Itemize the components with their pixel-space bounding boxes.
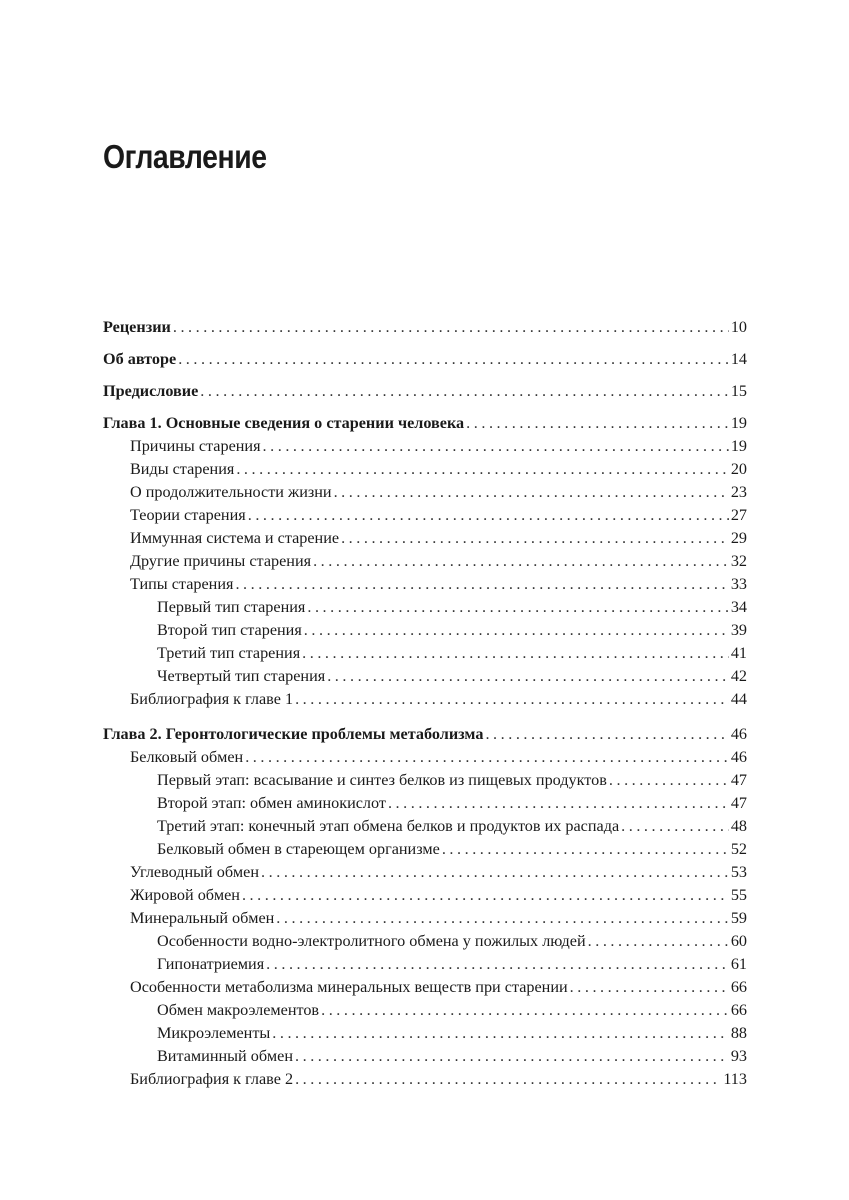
toc-leader-dots bbox=[295, 1068, 721, 1091]
toc-leader-dots bbox=[442, 838, 729, 861]
toc-leader-dots bbox=[263, 435, 729, 458]
toc-leader-dots bbox=[242, 884, 729, 907]
toc-entry-page: 47 bbox=[730, 794, 747, 812]
toc-entry[interactable] bbox=[103, 458, 747, 481]
toc-leader-dots bbox=[341, 527, 729, 550]
toc-leader-dots bbox=[173, 316, 729, 339]
toc-leader-dots bbox=[466, 412, 729, 435]
toc-entry-page: 20 bbox=[730, 460, 747, 478]
toc-entry-title: Микроэлементы bbox=[157, 1024, 271, 1042]
toc-leader-dots bbox=[570, 976, 729, 999]
toc-leader-dots bbox=[245, 746, 729, 769]
toc-leader-dots bbox=[313, 550, 729, 573]
toc-entry-title: Причины старения bbox=[130, 437, 261, 455]
toc-entry-page: 52 bbox=[730, 840, 747, 858]
toc-entry-page: 88 bbox=[730, 1024, 747, 1042]
toc-entry-title: Углеводный обмен bbox=[130, 863, 260, 881]
toc-entry-title: Третий тип старения bbox=[157, 644, 301, 662]
toc-entry-reviews[interactable] bbox=[103, 316, 747, 339]
toc-entry-page: 39 bbox=[730, 621, 747, 639]
toc-entry[interactable] bbox=[103, 688, 747, 711]
toc-leader-dots bbox=[295, 688, 729, 711]
toc-entry-title: Второй тип старения bbox=[157, 621, 302, 639]
toc-entry[interactable] bbox=[103, 665, 747, 688]
toc-entry-page: 32 bbox=[730, 552, 747, 570]
toc-entry[interactable] bbox=[103, 619, 747, 642]
toc-entry-title: Рецензии bbox=[103, 318, 171, 336]
toc-entry-page: 55 bbox=[730, 886, 747, 904]
toc-entry-title: Жировой обмен bbox=[130, 886, 240, 904]
toc-entry[interactable] bbox=[103, 838, 747, 861]
toc-entry-page: 53 bbox=[730, 863, 747, 881]
toc-entry-title: Другие причины старения bbox=[130, 552, 312, 570]
toc-entry[interactable] bbox=[103, 1022, 747, 1045]
toc-leader-dots bbox=[178, 348, 729, 371]
toc-entry-about-author[interactable] bbox=[103, 348, 747, 371]
toc-entry[interactable] bbox=[103, 999, 747, 1022]
toc-entry-title: Белковый обмен bbox=[130, 748, 244, 766]
toc-entry-page: 19 bbox=[730, 437, 747, 455]
toc-entry-title: Предисловие bbox=[103, 382, 199, 400]
toc-entry-title: Витаминный обмен bbox=[157, 1047, 293, 1065]
toc-entry-page: 46 bbox=[730, 748, 747, 766]
toc-entry-page: 59 bbox=[730, 909, 747, 927]
toc-leader-dots bbox=[272, 1022, 729, 1045]
toc-leader-dots bbox=[307, 596, 728, 619]
toc-entry-title: Иммунная система и старение bbox=[130, 529, 340, 547]
toc-entry[interactable] bbox=[103, 861, 747, 884]
toc-entry-page: 29 bbox=[730, 529, 747, 547]
toc-entry-title: Гипонатриемия bbox=[157, 955, 265, 973]
toc-entry[interactable] bbox=[103, 642, 747, 665]
toc-entry[interactable] bbox=[103, 792, 747, 815]
toc-entry[interactable] bbox=[103, 527, 747, 550]
toc-entry[interactable] bbox=[103, 573, 747, 596]
toc-entry-page: 33 bbox=[730, 575, 747, 593]
toc-entry-page: 66 bbox=[730, 1001, 747, 1019]
toc-entry-page: 60 bbox=[730, 932, 747, 950]
toc-leader-dots bbox=[261, 861, 729, 884]
toc-entry[interactable] bbox=[103, 746, 747, 769]
toc-entry-page: 66 bbox=[730, 978, 747, 996]
toc-entry-page: 10 bbox=[730, 318, 747, 336]
toc-entry-title: Библиография к главе 1 bbox=[130, 690, 294, 708]
toc-entry[interactable] bbox=[103, 815, 747, 838]
toc-leader-dots bbox=[304, 619, 729, 642]
toc-entry-page: 42 bbox=[730, 667, 747, 685]
toc-entry[interactable] bbox=[103, 884, 747, 907]
table-of-contents bbox=[103, 316, 747, 1091]
toc-entry[interactable] bbox=[103, 769, 747, 792]
toc-entry[interactable] bbox=[103, 1068, 747, 1091]
toc-entry-title: Особенности водно-электролитного обмена у пожилых людей bbox=[157, 932, 586, 950]
toc-leader-dots bbox=[236, 458, 729, 481]
toc-leader-dots bbox=[485, 723, 728, 746]
toc-entry[interactable] bbox=[103, 953, 747, 976]
toc-entry[interactable] bbox=[103, 435, 747, 458]
toc-leader-dots bbox=[588, 930, 729, 953]
toc-entry[interactable] bbox=[103, 596, 747, 619]
toc-leader-dots bbox=[609, 769, 729, 792]
toc-entry-page: 47 bbox=[730, 771, 747, 789]
toc-entry[interactable] bbox=[103, 907, 747, 930]
toc-entry-title: Виды старения bbox=[130, 460, 235, 478]
toc-leader-dots bbox=[235, 573, 728, 596]
toc-entry[interactable] bbox=[103, 481, 747, 504]
toc-entry[interactable] bbox=[103, 550, 747, 573]
toc-entry[interactable] bbox=[103, 504, 747, 527]
toc-entry-title: Первый тип старения bbox=[157, 598, 306, 616]
toc-entry-title: Глава 2. Геронтологические проблемы метаболизма bbox=[103, 725, 484, 743]
toc-leader-dots bbox=[621, 815, 729, 838]
toc-entry-page: 44 bbox=[730, 690, 747, 708]
toc-leader-dots bbox=[334, 481, 729, 504]
toc-entry-page: 61 bbox=[730, 955, 747, 973]
toc-entry[interactable] bbox=[103, 1045, 747, 1068]
toc-entry-title: Третий этап: конечный этап обмена белков и продуктов их распада bbox=[157, 817, 620, 835]
toc-entry-title: Белковый обмен в стареющем организме bbox=[157, 840, 440, 858]
toc-entry-title: Типы старения bbox=[130, 575, 234, 593]
toc-entry-page: 15 bbox=[730, 382, 747, 400]
toc-leader-dots bbox=[266, 953, 729, 976]
toc-entry-chapter-1[interactable] bbox=[103, 412, 747, 435]
toc-entry-page: 46 bbox=[730, 725, 747, 743]
toc-entry-page: 41 bbox=[730, 644, 747, 662]
toc-leader-dots bbox=[302, 642, 729, 665]
toc-leader-dots bbox=[295, 1045, 729, 1068]
toc-leader-dots bbox=[388, 792, 729, 815]
toc-entry-chapter-2[interactable] bbox=[103, 723, 747, 746]
toc-entry-preface[interactable] bbox=[103, 380, 747, 403]
toc-entry-page: 14 bbox=[730, 350, 747, 368]
toc-entry-title: Первый этап: всасывание и синтез белков из пищевых продуктов bbox=[157, 771, 607, 789]
toc-entry-title: Второй этап: обмен аминокислот bbox=[157, 794, 386, 812]
toc-leader-dots bbox=[276, 907, 729, 930]
toc-entry-page: 113 bbox=[723, 1070, 747, 1088]
toc-entry-title: Минеральный обмен bbox=[130, 909, 275, 927]
toc-leader-dots bbox=[200, 380, 729, 403]
toc-entry-page: 23 bbox=[730, 483, 747, 501]
toc-entry-title: Особенности метаболизма минеральных веществ при старении bbox=[130, 978, 568, 996]
toc-entry-title: Об авторе bbox=[103, 350, 177, 368]
toc-entry[interactable] bbox=[103, 976, 747, 999]
toc-entry-page: 93 bbox=[730, 1047, 747, 1065]
toc-leader-dots bbox=[321, 999, 729, 1022]
toc-leader-dots bbox=[327, 665, 729, 688]
toc-leader-dots bbox=[248, 504, 729, 527]
toc-entry-page: 19 bbox=[730, 414, 747, 432]
toc-entry-title: Четвертый тип старения bbox=[157, 667, 326, 685]
toc-entry-title: Обмен макроэлементов bbox=[157, 1001, 320, 1019]
toc-entry-page: 34 bbox=[730, 598, 747, 616]
toc-entry-page: 48 bbox=[730, 817, 747, 835]
toc-entry-title: Теории старения bbox=[130, 506, 246, 524]
page-title: Оглавление bbox=[103, 138, 267, 175]
toc-entry-title: О продолжительности жизни bbox=[130, 483, 332, 501]
toc-entry-page: 27 bbox=[730, 506, 747, 524]
toc-entry-title: Библиография к главе 2 bbox=[130, 1070, 294, 1088]
toc-entry[interactable] bbox=[103, 930, 747, 953]
toc-entry-title: Глава 1. Основные сведения о старении человека bbox=[103, 414, 465, 432]
